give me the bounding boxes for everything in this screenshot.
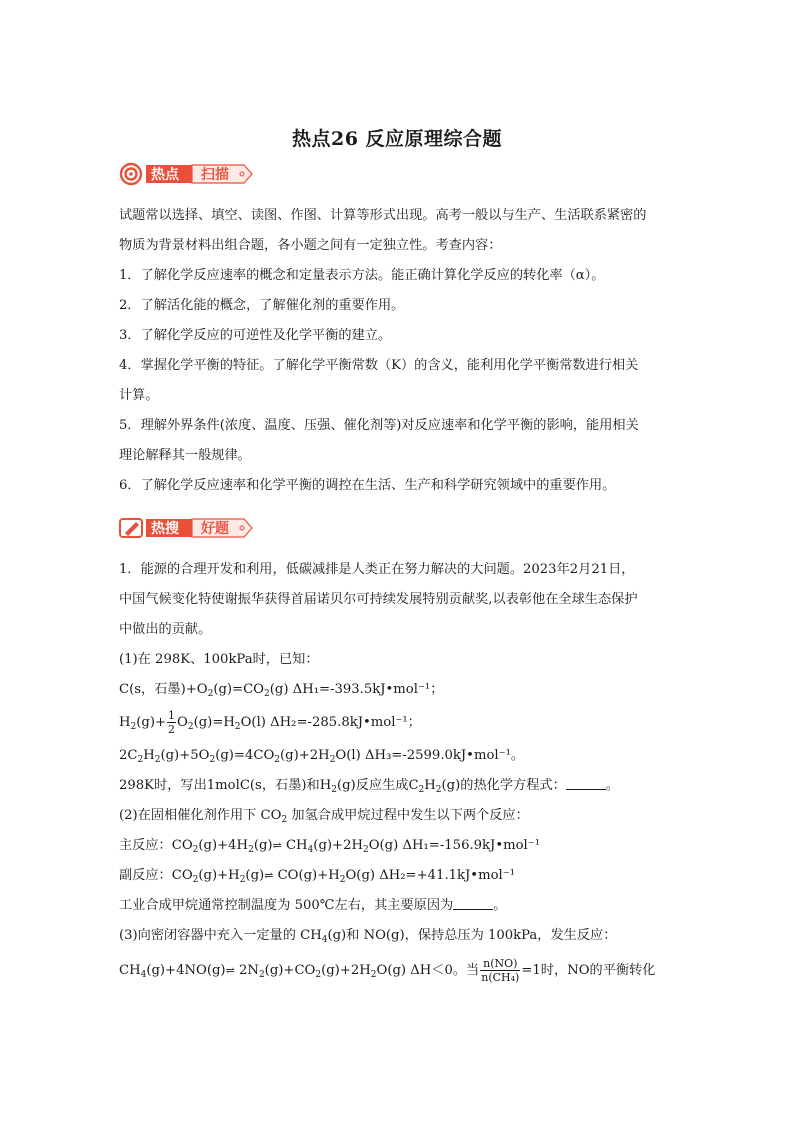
objective-item: 3．了解化学反应的可逆性及化学平衡的建立。 xyxy=(119,328,392,343)
answer-blank xyxy=(453,897,493,910)
enthalpy-side: ΔH₂=+41.1kJ•mol⁻¹ xyxy=(379,868,515,883)
answer-blank xyxy=(566,777,606,790)
objective-item: 2．了解活化能的概念，了解催化剂的重要作用。 xyxy=(119,298,405,313)
objective-item: 理论解释其一般规律。 xyxy=(119,448,251,463)
question-text: 1．能源的合理开发和利用，低碳减排是人类正在努力解决的大问题。2023年2月21日， xyxy=(119,562,635,577)
part-1-heading: (1)在 298K、100kPa时，已知： xyxy=(119,652,319,667)
reversible-arrow-icon: ⇌ xyxy=(272,839,282,852)
part-3-reaction: $CH_4(g)+4NO(g)\rightleftharpoons$ $2N_2(g)+CO_2(g)+2H_2O(g)$ ΔH＜0。当 $\frac{n(NO)}{\text{n(CH₄)}}$ =1时，NO的平衡转化 xyxy=(119,957,656,984)
ratio-fraction xyxy=(480,957,520,984)
reversible-arrow-icon: ⇌ xyxy=(264,869,274,882)
question-text: 中国气候变化特使谢振华获得首届诺贝尔可持续发展特别贡献奖,以表彰他在全球生态保护 xyxy=(119,592,638,607)
equation-1: C(s，石墨)$+O_2(g)=CO_2(g)$ ΔH₁=-393.5kJ•mol⁻¹； xyxy=(119,682,444,699)
intro-section xyxy=(119,201,679,501)
section-banner-scan xyxy=(118,162,268,186)
banner-left-label: 热点 xyxy=(151,167,179,183)
banner-right-label: 扫描 xyxy=(201,167,229,183)
banner-right-label: 好题 xyxy=(201,521,229,537)
part-2-heading: (2)在固相催化剂作用下 $CO_2$ 加氢合成甲烷过程中发生以下两个反应： xyxy=(119,808,529,825)
target-icon xyxy=(118,162,268,186)
enthalpy-1: ΔH₁=-393.5kJ•mol⁻¹； xyxy=(292,682,444,697)
objective-item: 5．理解外界条件(浓度、温度、压强、催化剂等)对反应速率和化学平衡的影响，能用相关 xyxy=(119,418,639,433)
part-2-question: 工业合成甲烷通常控制温度为 500℃左右，其主要原因为 。 xyxy=(119,898,507,913)
ask-text: (g)的热化学方程式： xyxy=(441,778,566,793)
reaction-label: 副反应： xyxy=(119,868,172,883)
page-title: 热点26 反应原理综合题 xyxy=(291,128,503,150)
enthalpy-2: ΔH₂=-285.8kJ•mol⁻¹； xyxy=(270,715,421,730)
equation-3: $2C_2H_2(g)+5O_2(g)=4CO_2(g)+2H_2O(l)$ ΔH₃=-2599.0kJ•mol⁻¹。 xyxy=(119,748,525,765)
reversible-arrow-icon: ⇌ xyxy=(225,964,235,977)
objective-item: 计算。 xyxy=(119,388,159,403)
tail-text: 时，NO的平衡转化 xyxy=(540,963,656,978)
heading-text: 加氢合成甲烷过程中发生以下两个反应： xyxy=(291,808,529,823)
intro-text: 试题常以选择、填空、读图、作图、计算等形式出现。高考一般以与生产、生活联系紧密的 xyxy=(119,208,647,223)
heading-text: (g)和 NO(g)，保持总压为 100kPa，发生反应： xyxy=(327,928,617,943)
question-text: 中做出的贡献。 xyxy=(119,622,212,637)
objective-item: 6．了解化学反应速率和化学平衡的调控在生活、生产和科学研究领域中的重要作用。 xyxy=(119,478,616,493)
section-banner-questions xyxy=(118,516,268,540)
side-reaction: 副反应：$CO_2(g)+H_2(g)\rightleftharpoons$ $CO(g)+H_2O(g)$ ΔH₂=+41.1kJ•mol⁻¹ xyxy=(119,868,515,885)
ask-text: 298K时，写出1molC(s，石墨)和H xyxy=(119,778,332,793)
enthalpy-3: ΔH₃=-2599.0kJ•mol⁻¹。 xyxy=(364,748,525,763)
fraction-half: $\frac{1}{2}$ xyxy=(168,709,176,736)
fraction-numerator: n(NO) xyxy=(480,957,520,971)
banner-left-label: 热搜 xyxy=(151,521,179,537)
main-reaction: 主反应：$CO_2(g)+4H_2(g)\rightleftharpoons$ $CH_4(g)+2H_2O(g)$ ΔH₁=-156.9kJ•mol⁻¹ xyxy=(119,838,541,855)
part-3-heading: (3)向密闭容器中充入一定量的 $CH_4(g)$和 NO(g)，保持总压为 100kPa，发生反应： xyxy=(119,928,617,945)
ask-text: 工业合成甲烷通常控制温度为 500℃左右，其主要原因为 xyxy=(119,898,454,913)
intro-text: 物质为背景材料出组合题，各小题之间有一定独立性。考查内容： xyxy=(119,238,502,253)
enthalpy-main: ΔH₁=-156.9kJ•mol⁻¹ xyxy=(402,838,541,853)
question-1 xyxy=(119,555,679,991)
part-1-question: 298K时，写出1molC(s，石墨)和$H_2(g)$反应生成$C_2H_2(g)$的热化学方程式： 。 xyxy=(119,778,619,795)
equation-2: $H_2(g)+$ $\frac{1}{2}$ $O_2(g)=H_2O(l)$ ΔH₂=-285.8kJ•mol⁻¹； xyxy=(119,709,421,736)
pencil-icon xyxy=(118,516,268,540)
ratio-value: =1 xyxy=(521,963,541,978)
fraction-denominator: n(CH₄) xyxy=(481,971,520,984)
reaction-label: 主反应： xyxy=(119,838,172,853)
heading-text: (2)在固相催化剂作用下 CO xyxy=(119,808,282,823)
ask-text: (g)反应生成C xyxy=(336,778,419,793)
objective-item: 4．掌握化学平衡的特征。了解化学平衡常数（K）的含义，能利用化学平衡常数进行相关 xyxy=(119,358,639,373)
objective-item: 1．了解化学反应速率的概念和定量表示方法。能正确计算化学反应的转化率（α）。 xyxy=(119,268,605,283)
heading-text: (3)向密闭容器中充入一定量的 CH xyxy=(119,928,322,943)
